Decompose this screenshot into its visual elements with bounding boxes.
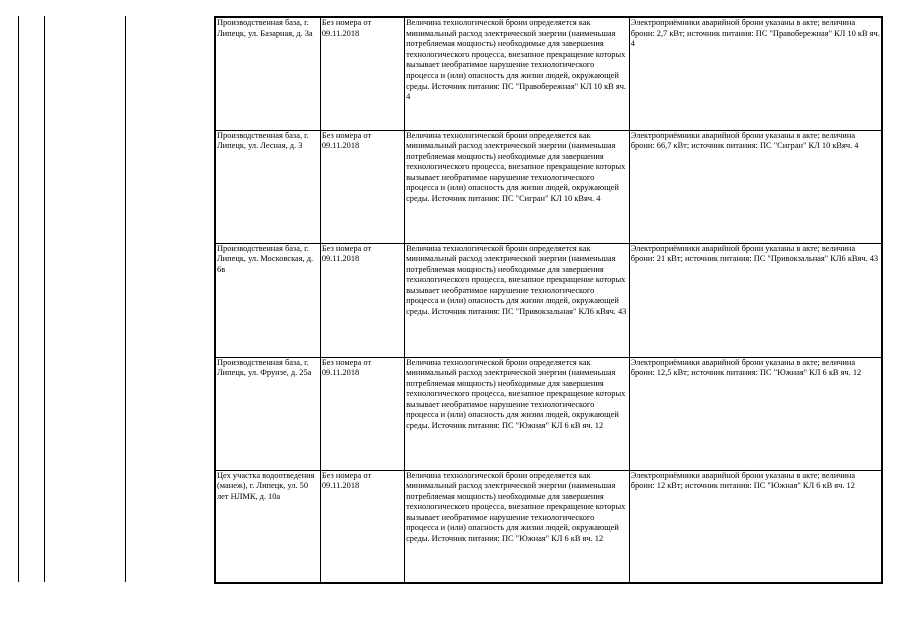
act-document-cell: Без номера от 09.11.2018 <box>320 17 404 130</box>
act-document-cell: Без номера от 09.11.2018 <box>320 470 404 583</box>
column-border-line <box>125 16 126 582</box>
table-row <box>215 357 882 470</box>
object-address-cell: Производственная база, г. Липецк, ул. Лесная, д. 3 <box>215 130 320 243</box>
backup-definition-cell: Величина технологической брони определяется как минимальный расход электрической энергии (наименьшая потребляемая мощность) необходимые для завершения технологического процесса, внезапное прекращение которых вызывает необратимое нарушение технологического процесса и (или) опасность для жизни людей, окружающей среды. Источник питания: ПС "Привокзальная" КЛ6 кВяч. 43 <box>405 243 630 357</box>
receivers-cell: Электроприёмники аварийной брони указаны в акте; величина брони: 21 кВт; источник питания: ПС "Привокзальная" КЛ6 кВяч. 43 <box>629 243 882 357</box>
backup-definition-cell: Величина технологической брони определяется как минимальный расход электрической энергии (наименьшая потребляемая мощность) необходимые для завершения технологического процесса, внезапное прекращение которых вызывает необратимое нарушение технологического процесса и (или) опасность для жизни людей, окружающей среды. Источник питания: ПС "Южная" КЛ 6 кВ яч. 12 <box>405 357 630 470</box>
backup-acts-table <box>214 16 883 584</box>
receivers-cell: Электроприёмники аварийной брони указаны в акте; величина брони: 12 кВт; источник питания: ПС "Южная" КЛ 6 кВ яч. 12 <box>629 470 882 583</box>
receivers-cell: Электроприёмники аварийной брони указаны в акте; величина брони: 66,7 кВт; источник питания: ПС "Сигран" КЛ 10 кВяч. 4 <box>629 130 882 243</box>
object-address-cell: Производственная база, г. Липецк, ул. Базарная, д. 3а <box>215 17 320 130</box>
object-address-cell: Производственная база, г. Липецк, ул. Московская, д. 6в <box>215 243 320 357</box>
table-row <box>215 130 882 243</box>
act-document-cell: Без номера от 09.11.2018 <box>320 130 404 243</box>
table-row <box>215 17 882 130</box>
receivers-cell: Электроприёмники аварийной брони указаны в акте; величина брони: 12,5 кВт; источник питания: ПС "Южная" КЛ 6 кВ яч. 12 <box>629 357 882 470</box>
table-row <box>215 243 882 357</box>
object-address-cell: Производственная база, г. Липецк, ул. Фрунзе, д. 25а <box>215 357 320 470</box>
backup-definition-cell: Величина технологической брони определяется как минимальный расход электрической энергии (наименьшая потребляемая мощность) необходимые для завершения технологического процесса, внезапное прекращение которых вызывает необратимое нарушение технологического процесса и (или) опасность для жизни людей, окружающей среды. Источник питания: ПС "Южная" КЛ 6 кВ яч. 12 <box>405 470 630 583</box>
object-address-cell: Цех участка водоотведения (манеж), г. Липецк, ул. 50 лет НЛМК, д. 10а <box>215 470 320 583</box>
act-document-cell: Без номера от 09.11.2018 <box>320 357 404 470</box>
backup-definition-cell: Величина технологической брони определяется как минимальный расход электрической энергии (наименьшая потребляемая мощность) необходимые для завершения технологического процесса, внезапное прекращение которых вызывает необратимое нарушение технологического процесса и (или) опасность для жизни людей, окружающей среды. Источник питания: ПС "Сигран" КЛ 10 кВяч. 4 <box>405 130 630 243</box>
backup-definition-cell: Величина технологической брони определяется как минимальный расход электрической энергии (наименьшая потребляемая мощность) необходимые для завершения технологического процесса, внезапное прекращение которых вызывает необратимое нарушение технологического процесса и (или) опасность для жизни людей, окружающей среды. Источник питания: ПС "Правобережная" КЛ 10 кВ яч. 4 <box>405 17 630 130</box>
column-border-line <box>18 16 19 582</box>
act-document-cell: Без номера от 09.11.2018 <box>320 243 404 357</box>
table-row <box>215 470 882 583</box>
receivers-cell: Электроприёмники аварийной брони указаны в акте; величина брони: 2,7 кВт; источник питания: ПС "Правобережная" КЛ 10 кВ яч. 4 <box>629 17 882 130</box>
column-border-line <box>44 16 45 582</box>
